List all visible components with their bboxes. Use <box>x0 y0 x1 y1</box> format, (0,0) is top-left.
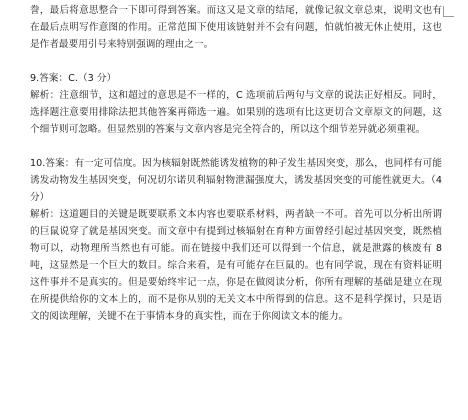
q10-analysis-paragraph: 解析：这道题目的关键是既要联系文本内容也要联系材料，两者缺一不可。首先可以分析出所谓的巨鼠说穿了就是基因突变。而文章中有提到过核辐射在育种方面曾经引起过基因突变，既然植物可以，动物理所当然也有可能。而在链接中我们还可以得到一个信息，就是泄露的核废有 8 吨，这显然是一个巨大的数目。综合来看，是有可能存在巨鼠的。也有同学说，现在有资料证明这件事并不是真实的。但是要始终牢记一点，你是在做阅读分析，你所有理解的基础是建立在现在所提供给你的文本上的，而不是你从别的无关文本中所得到的信息。这不是科学探讨，只是语文的阅读理解，关键不在于事情本身的真实性，而在于你阅读文本的能力。 <box>30 209 442 322</box>
q10-answer-paragraph: 10.答案：有一定可信度。因为核辐射既然能诱发植物的种子发生基因突变，那么，也同样有可能诱发动物发生基因突变，何况切尔诺贝利辐射物泄漏强度大，诱发基因突变的可能性就更大。（4 分） <box>30 158 442 203</box>
paragraph-spacer <box>30 53 442 70</box>
page-corner-mark <box>443 6 454 17</box>
section-8-tail-paragraph: 誊，最后将意思整合一下即可得到答案。而这又是文章的结尾，就像记叙文章总束，说明文也有在最后点明写作意图的作用。正常范围下使用该链射并不会有问题，怕就怕被无休止使用，这也是作者最要用引号来特别强调的理由之一。 <box>30 5 442 50</box>
paragraph-spacer <box>30 138 442 155</box>
q9-answer-line: 9.答案：C.（3 分） <box>30 73 117 84</box>
q9-analysis-paragraph: 解析：注意细节，这和超过的意思是不一样的，C 选项前后两句与文章的说法正好相反。同时，选择题注意要用排除法把其他答案再筛选一遍。如果别的选项有比这更切合文章原文的问题，这个细节则可忽略。但显然别的答案与文章内容是完全符合的，所以这个细节差异就必须重视。 <box>30 90 442 135</box>
document-body <box>30 2 442 325</box>
